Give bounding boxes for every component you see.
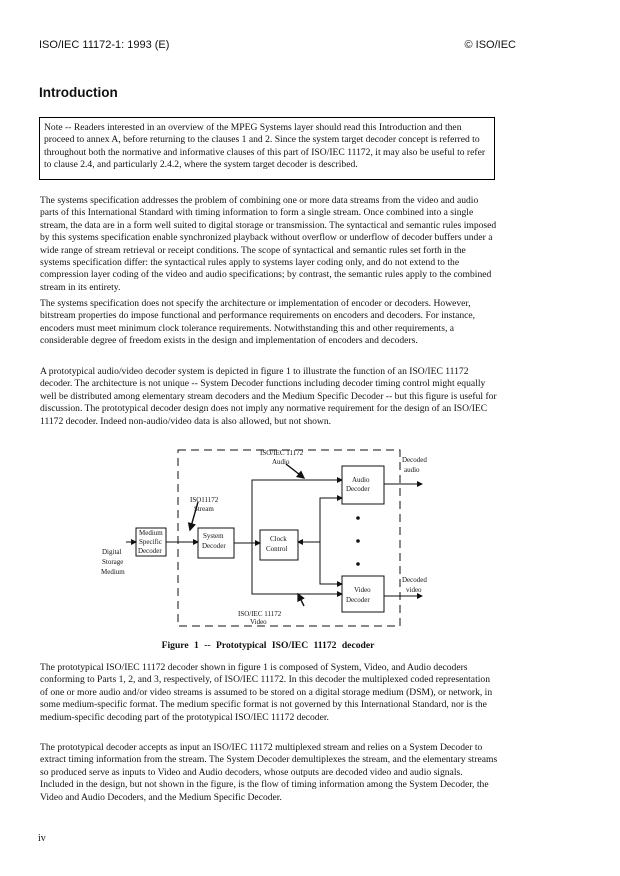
label-video-stream: ISO/IEC 11172 xyxy=(238,610,282,618)
label-audio-stream: Audio xyxy=(272,458,290,466)
decoder-block-diagram xyxy=(90,444,430,634)
label-stream: ISO11172 xyxy=(190,496,219,504)
label-audio-decoder: Decoder xyxy=(346,485,370,493)
paragraph: The prototypical decoder accepts as input an ISO/IEC 11172 multiplexed stream and relies on a System Decoder to extract timing information from the stream. The System Decoder demultiplexes the stream, and the elementary streams so produced serve as inputs to Video and Audio decoders, whose outputs are decoded video and audio signals. Included in the design, but not shown in the figure, is the flow of timing information among the System Decoder, the Video and Audio Decoders, and the Medium Specific Decoder. xyxy=(40,742,498,803)
running-header-copyright: © ISO/IEC xyxy=(464,39,516,51)
label-digital-storage-medium: Medium xyxy=(101,568,125,576)
label-medium-specific-decoder: Specific xyxy=(139,538,162,546)
label-digital-storage-medium: Storage xyxy=(102,558,124,566)
label-audio-stream: ISO/IEC 11172 xyxy=(260,449,304,457)
label-audio-decoder: Audio xyxy=(352,476,370,484)
running-header-standard: ISO/IEC 11172-1: 1993 (E) xyxy=(39,39,170,51)
label-decoded-video: video xyxy=(406,586,422,594)
page-number: iv xyxy=(38,833,46,844)
label-decoded-video: Decoded xyxy=(402,576,427,584)
figure-caption: Figure 1 -- Prototypical ISO/IEC 11172 decoder xyxy=(161,640,375,651)
label-clock-control: Control xyxy=(266,545,288,553)
label-medium-specific-decoder: Medium xyxy=(139,529,163,537)
note-box: Note -- Readers interested in an overview of the MPEG Systems layer should read this Introduction and then proceed to annex A, before returning to the clauses 1 and 2. Since the system target decoder concept is referred to throughout both the normative and informative clauses of this part of ISO/IEC 11172, it may also be useful to refer to clause 2.4, and particularly 2.4.2, where the system target decoder is described. xyxy=(39,117,495,180)
video-decoder-block xyxy=(342,576,384,612)
section-title: Introduction xyxy=(39,85,118,100)
paragraph: The systems specification does not specify the architecture or implementation of encoder or decoders. However, bitstream properties do impose functional and performance requirements on encoders and decoders. For instance, encoders must meet minimum clock tolerance requirements. Notwithstanding this and other requirements, a considerable degree of freedom exists in the design and implementation of encoders and decoders. xyxy=(40,298,476,347)
label-stream: Stream xyxy=(194,505,214,513)
paragraph: The systems specification addresses the problem of combining one or more data streams from the video and audio parts of this International Standard with timing information to form a single stream. Once combined into a single stream, the data are in a form well suited to digital storage or transmission. The syntactical and semantic rules imposed by this systems specification enable synchronized playback without overflow or underflow of decoder buffers under a wide range of stream retrieval or receipt conditions. The scope of syntactical and semantic rules set forth in the systems specification differ: the syntactical rules apply to systems layer coding only, and do not extend to the compression layer coding of the video and audio specifications; by contrast, the semantic rules apply to the combined stream in its entirety. xyxy=(40,195,497,293)
label-digital-storage-medium: Digital xyxy=(102,548,122,556)
label-decoded-audio: audio xyxy=(404,466,420,474)
label-decoded-audio: Decoded xyxy=(402,456,427,464)
label-system-decoder: Decoder xyxy=(202,542,226,550)
label-system-decoder: System xyxy=(203,532,224,540)
label-medium-specific-decoder: Decoder xyxy=(138,547,162,555)
label-video-decoder: Decoder xyxy=(346,596,370,604)
ellipsis-dot xyxy=(356,516,360,520)
paragraph: The prototypical ISO/IEC 11172 decoder shown in figure 1 is composed of System, Video, and Audio decoders conforming to Parts 1, 2, and 3, respectively, of ISO/IEC 11172. In this decoder the multiplexed coded representation of one or more audio and/or video streams is assumed to be stored on a digital storage medium (DSM), or network, in some medium-specific format. The medium specific format is not governed by this International Standard, nor is the medium-specific decoding part of the prototypical ISO/IEC 11172 decoder. xyxy=(40,662,493,723)
label-clock-control: Clock xyxy=(270,535,287,543)
ellipsis-dot xyxy=(356,539,360,543)
ellipsis-dot xyxy=(356,562,360,566)
paragraph: A prototypical audio/video decoder system is depicted in figure 1 to illustrate the function of an ISO/IEC 11172 decoder. The architecture is not unique -- System Decoder functions including decoder timing control might equally well be distributed among elementary stream decoders and the Medium Specific Decoder -- but this figure is useful for discussion. The prototypical decoder design does not imply any normative requirement for the design of an ISO/IEC 11172 decoder. Indeed non-audio/video data is also allowed, but not shown. xyxy=(40,366,497,427)
label-video-decoder: Video xyxy=(354,586,371,594)
label-video-stream: Video xyxy=(250,618,267,626)
